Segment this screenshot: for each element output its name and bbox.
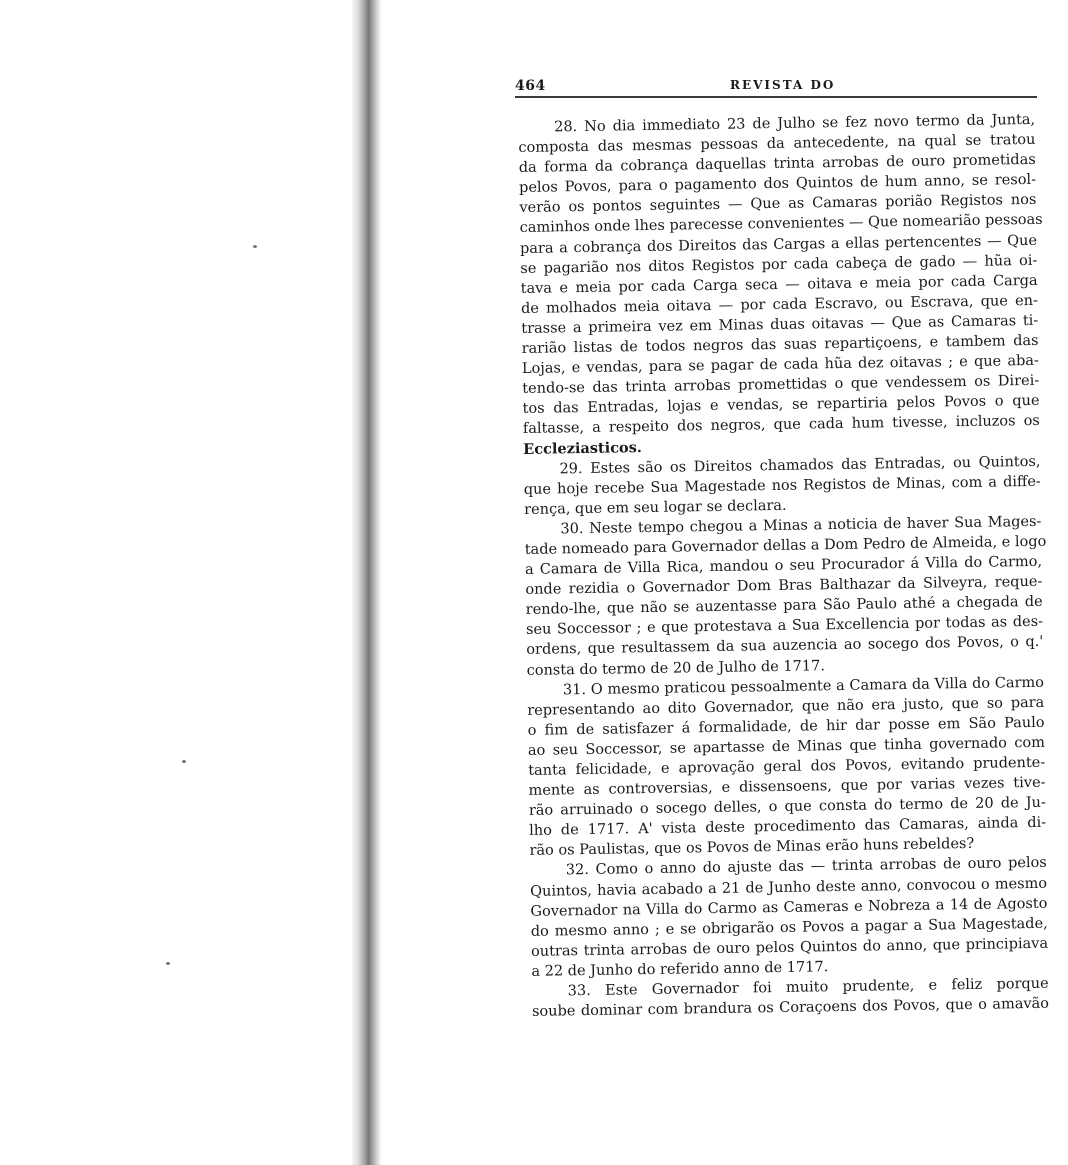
text-line: se pagarião nos ditos Registos por cada cabeça de gado — hũa oi- <box>520 252 1038 277</box>
text-line: que hoje recebe Sua Magestade nos Registos de Minas, com a diffe- <box>523 473 1041 498</box>
text-line: rença, que em seu logar se declara. <box>524 497 787 518</box>
text-line: tanta felicidade, e aprovação geral dos Povos, evitando prudente- <box>528 754 1046 779</box>
text-line: onde rezidia o Governador Dom Bras Balthazar da Silveyra, reque- <box>525 573 1043 599</box>
paragraph <box>523 451 1041 519</box>
text-line: 29. Estes são os Direitos chamados das Entradas, ou Quintos, <box>559 453 1041 477</box>
text-body <box>518 110 1049 1022</box>
book-gutter-shadow <box>352 0 382 1165</box>
text-line: rão arruinado o socego delles, o que consta do termo de 20 de Ju- <box>528 794 1046 820</box>
text-line: tos das Entradas, lojas e vendas, se repartiria pelos Povos o que <box>522 393 1040 418</box>
text-line: lho de 1717. A' vista deste procedimento das Camaras, ainda di- <box>529 815 1047 840</box>
text-line: rendo-lhe, que não se auzentasse para São Paulo athé a chegada de <box>525 594 1043 619</box>
paragraph <box>524 512 1047 681</box>
text-line: representando ao dito Governador, que não era justo, que so para <box>527 694 1045 719</box>
text-line: seu Soccessor ; e que protestava a Sua Excellencia por todas as des- <box>525 614 1044 639</box>
text-line: faltasse, a respeito dos negros, que cada hum tivesse, incluzos os <box>522 413 1040 438</box>
text-line: 31. O mesmo praticou pessoalmente a Camara da Villa do Carmo <box>562 674 1045 698</box>
text-line: a Camara de Villa Rica, mandou o seu Procurador á Villa do Carmo, <box>524 553 1043 579</box>
text-line: trasse a primeira vez em Minas duas oitavas — Que as Camaras ti- <box>521 312 1039 337</box>
text-line: Lojas, e vendas, para se pagar de cada hũa dez oitavas ; e que aba- <box>521 352 1040 378</box>
page-header <box>515 74 1037 98</box>
print-speck <box>166 962 170 965</box>
text-line: ao seu Soccessor, se apartasse de Minas que tinha governado com <box>527 734 1046 759</box>
text-line: para a cobrança dos Direitos das Cargas a ellas pertencentes — Que <box>519 232 1038 257</box>
text-line: da forma da cobrança daquellas trinta arrobas de ouro prometidas <box>518 152 1036 177</box>
paragraph <box>527 672 1047 861</box>
text-line: de molhados meia oitava — por cada Escravo, ou Escrava, que en- <box>520 292 1039 317</box>
text-line: tava e meia por cada Carga seca — oitava e meia por cada Carga <box>520 272 1038 297</box>
text-line: mente as controversias, e dissensoens, que por varias vezes tive- <box>528 774 1046 800</box>
text-line: tendo-se das trinta arrobas promettidas o que vendessem os Direi- <box>522 373 1040 398</box>
text-line: 30. Neste tempo chegou a Minas a noticia de haver Sua Mages- <box>560 513 1042 538</box>
print-speck <box>182 760 186 763</box>
text-line: caminhos onde lhes parecesse convenientes — Que nomearião pessoas <box>519 212 1043 237</box>
text-line: rão os Paulistas, que os Povos de Minas erão huns rebeldes? <box>529 836 975 860</box>
text-line: rarião listas de todos negros das suas repartiçoens, e tambem das <box>521 332 1039 358</box>
text-line: pelos Povos, para o pagamento dos Quintos de hum anno, se resol- <box>518 172 1037 197</box>
print-speck <box>253 245 257 248</box>
text-line: do mesmo anno ; e se obrigarão os Povos a pagar a Sua Magestade, <box>530 915 1048 940</box>
text-line: tade nomeado para Governador dellas a Dom Pedro de Almeida, e logo <box>524 533 1047 558</box>
text-line: soube dominar com brandura os Coraçoens dos Povos, que o amavão <box>531 995 1050 1021</box>
paragraph <box>530 853 1049 982</box>
text-line: a 22 de Junho do referido anno de 1717. <box>531 959 829 980</box>
paragraph <box>532 974 1050 1022</box>
paragraph <box>518 110 1043 460</box>
text-line: Governador na Villa do Carmo as Cameras e Nobreza a 14 de Agosto <box>530 895 1048 920</box>
text-line: 32. Como o anno do ajuste das — trinta arrobas de ouro pelos <box>565 855 1047 879</box>
text-line: Eccleziasticos. <box>523 438 642 458</box>
text-line: ordens, que resultassem da sua auzencia ao socego dos Povos, o q.' <box>526 634 1044 659</box>
text-line: consta do termo de 20 de Julho de 1717. <box>526 657 825 679</box>
running-head: REVISTA DO <box>730 78 836 92</box>
text-line: verão os pontos seguintes — Que as Camaras porião Registos nos <box>519 192 1037 217</box>
page-number: 464 <box>515 78 546 94</box>
text-line: composta das mesmas pessoas da antecedente, na qual se tratou <box>518 131 1036 157</box>
text-line: outras trinta arrobas de ouro pelos Quintos do anno, que principiava <box>530 935 1049 960</box>
text-line: 33. Este Governador foi muito prudente, e feliz porque <box>567 975 1049 1000</box>
text-line: o fim de satisfazer á formalidade, de hir dar posse em São Paulo <box>527 714 1045 739</box>
text-line: Quintos, havia acabado a 21 de Junho deste anno, convocou o mesmo <box>530 875 1048 900</box>
text-line: 28. No dia immediato 23 de Julho se fez novo termo da Junta, <box>554 111 1036 136</box>
